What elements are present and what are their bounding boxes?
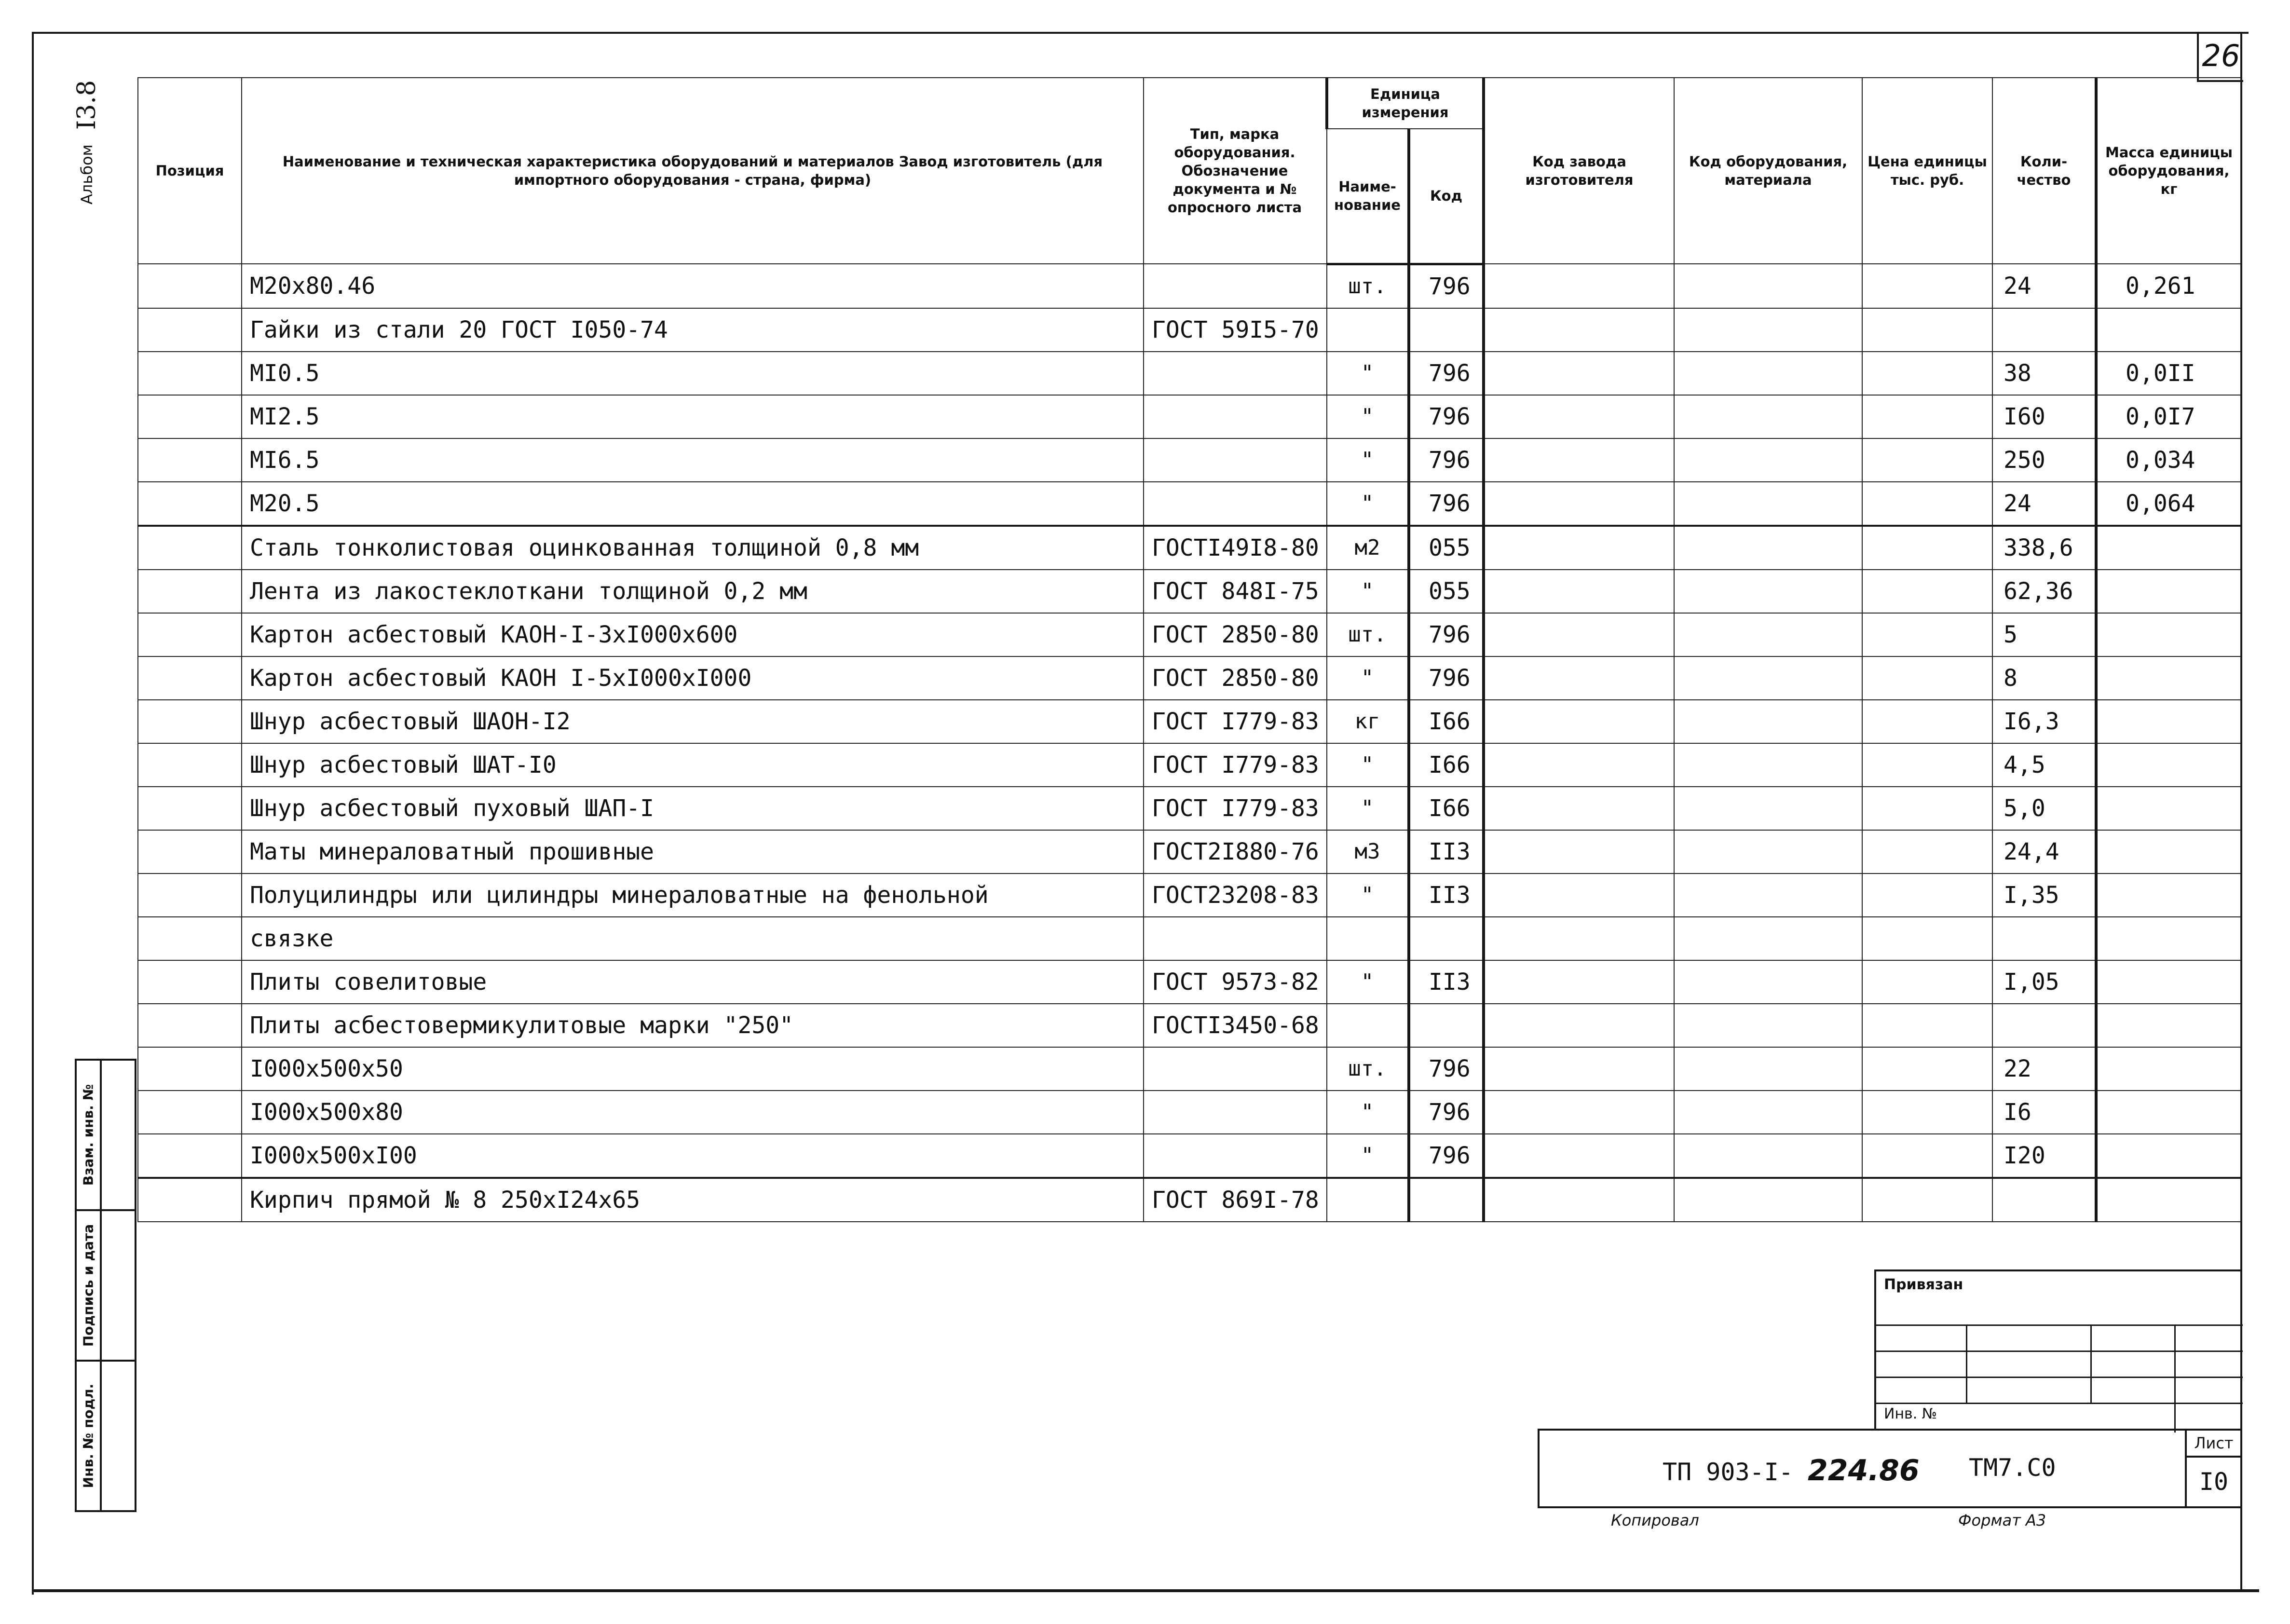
table-row: I000х500х50 шт. 796 22 [138,1047,2241,1091]
side-stamp-signature-label: Подпись и дата [80,1224,96,1347]
title-block [1538,1429,2241,1508]
table-row: Шнур асбестовый пуховый ШАП-I ГОСТ I779-83 " I66 5,0 [138,787,2241,830]
side-stamp-inv-podl-label: Инв. № подл. [80,1383,96,1488]
header-position: Позиция [138,78,242,264]
designation-handwritten: 224.86 [1808,1454,1920,1488]
header-equipment-code: Код оборудования, материала [1674,78,1862,264]
album-label-text: Альбом [78,144,96,205]
side-stamp [75,1059,136,1512]
binding-title: Привязан [1884,1276,1963,1293]
side-stamp-vzam [77,1061,135,1211]
table-row: МI0.5 " 796 38 0,0II [138,352,2241,395]
header-unit-code: Код [1409,129,1484,264]
table-row: Полуцилиндры или цилиндры минераловатные на фенольной ГОСТ23208-83 " II3 I,35 [138,873,2241,917]
side-stamp-vzam-label: Взам. инв. № [80,1084,96,1186]
table-row: I000х500хI00 " 796 I20 [138,1134,2241,1178]
frame-top-border [32,32,2249,34]
table-row: Шнур асбестовый ШАТ-I0 ГОСТ I779-83 " I66 4,5 [138,743,2241,787]
album-code: I3.8 [72,80,101,130]
table-row: МI2.5 " 796 I60 0,0I7 [138,395,2241,438]
table-row: Гайки из стали 20 ГОСТ I050-74 ГОСТ 59I5-70 [138,308,2241,352]
header-name: Наименование и техническая характеристика оборудований и материалов Завод изготовитель (для импортного оборудования - страна, фирма) [242,78,1144,264]
document-designation [1663,1454,1920,1488]
table-row: М20х80.46 шт. 796 24 0,261 [138,264,2241,308]
frame-bottom-border [32,1589,2259,1592]
binding-inv-label: Инв. № [1884,1406,1937,1422]
header-price: Цена единицы тыс. руб. [1862,78,1992,264]
designation-prefix: ТП 903-I- [1663,1458,1793,1486]
sheet-box [2185,1431,2241,1508]
table-row: Маты минераловатный прошивные ГОСТ2I880-76 м3 II3 24,4 [138,830,2241,873]
table-row: М20.5 " 796 24 0,064 [138,482,2241,526]
table-row: Плиты совелитовые ГОСТ 9573-82 " II3 I,05 [138,960,2241,1004]
side-stamp-inv-podl [77,1362,135,1510]
sheet-value: I0 [2199,1468,2229,1496]
table-row: Лента из лакостеклоткани толщиной 0,2 мм ГОСТ 848I-75 " 055 62,36 [138,570,2241,613]
header-factory-code: Код завода изготовителя [1484,78,1674,264]
album-label [58,51,116,234]
footer-copied: Копировал [1611,1511,1699,1529]
table-row: Картон асбестовый КАОН-I-3хI000х600 ГОСТ 2850-80 шт. 796 5 [138,613,2241,656]
table-row: МI6.5 " 796 250 0,034 [138,438,2241,482]
table-body [138,264,2241,1222]
header-mass: Масса единицы оборудования, кг [2096,78,2241,264]
header-unit-group: Единица измерения [1327,78,1484,129]
table-row: Сталь тонколистовая оцинкованная толщиной 0,8 мм ГОСТI49I8-80 м2 055 338,6 [138,526,2241,570]
table-row: связке [138,917,2241,960]
footer-format: Формат А3 [1958,1511,2046,1529]
frame-left-border [32,32,34,1595]
page-sheet-number: 26 [2197,32,2243,82]
header-unit-name: Наиме-нование [1327,129,1409,264]
table-row: I000х500х80 " 796 I6 [138,1091,2241,1134]
side-stamp-signature [77,1211,135,1362]
header-type: Тип, марка оборудования. Обозначение документа и № опросного листа [1144,78,1327,264]
table-row: Шнур асбестовый ШАОН-I2 ГОСТ I779-83 кг I66 I6,3 [138,700,2241,743]
binding-block [1874,1269,2241,1431]
sheet-label: Лист [2187,1431,2241,1458]
header-quantity: Коли-чество [1992,78,2096,264]
table-row: Плиты асбестовермикулитовые марки "250" ГОСТI3450-68 [138,1004,2241,1047]
specification-table [137,77,2241,1222]
table-row: Кирпич прямой № 8 250хI24х65 ГОСТ 869I-78 [138,1178,2241,1222]
document-code: ТМ7.С0 [1969,1454,2056,1482]
table-row: Картон асбестовый КАОН I-5хI000хI000 ГОСТ 2850-80 " 796 8 [138,656,2241,700]
